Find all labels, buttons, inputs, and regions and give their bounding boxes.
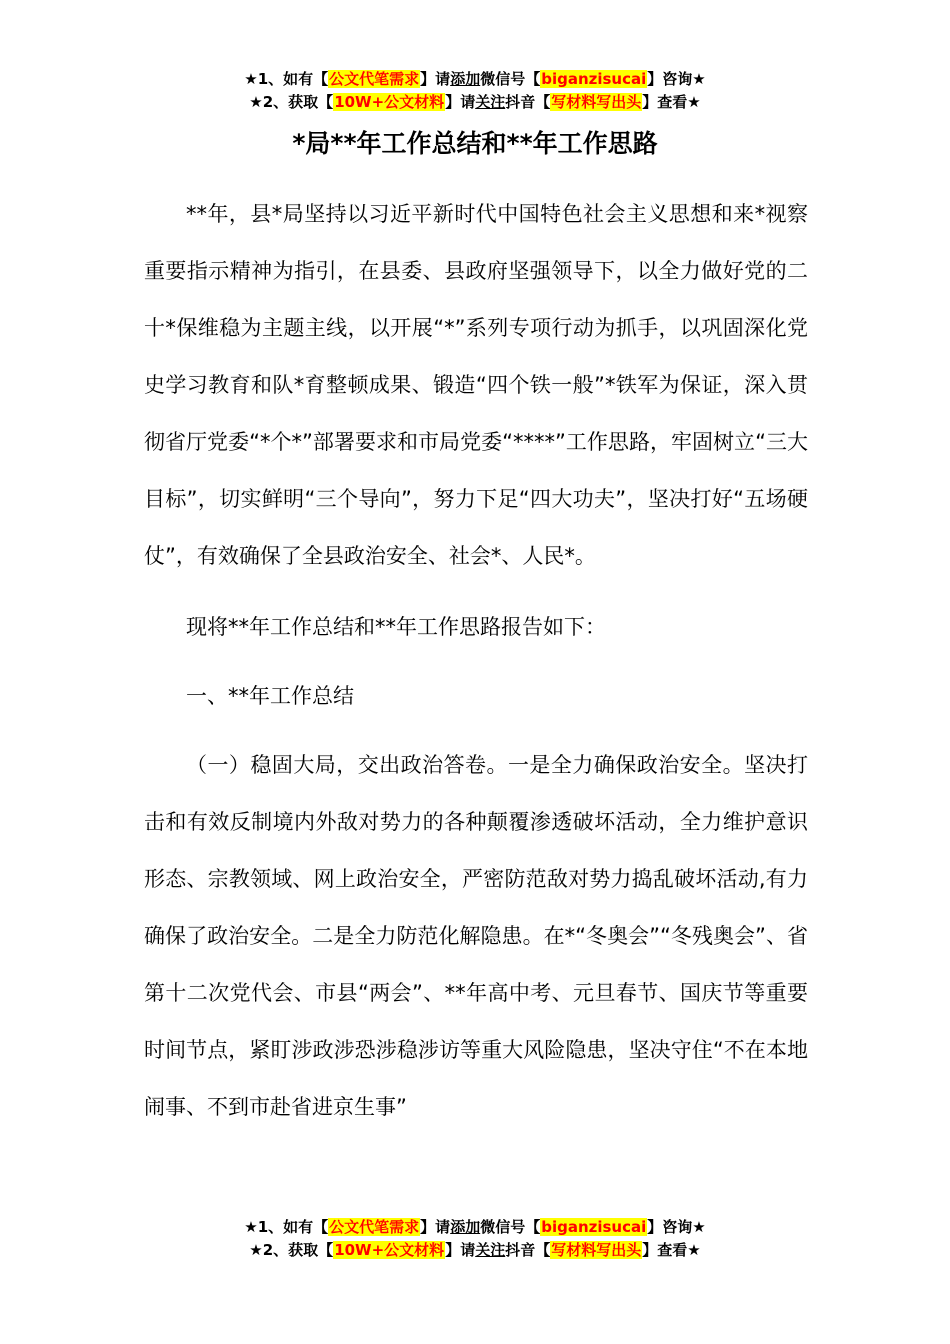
paragraph-report-lead: 现将**年工作总结和**年工作思路报告如下：	[186, 615, 606, 639]
promo-line-2: ★2、获取【10W+公文材料】请关注抖音【写材料写出头】查看★	[249, 93, 701, 111]
promo-highlight: 10W+公文材料	[334, 1241, 445, 1259]
promo-line-1: ★1、如有【公文代笔需求】请添加微信号【biganzisucai】咨询★	[244, 70, 706, 88]
promo-line-1: ★1、如有【公文代笔需求】请添加微信号【biganzisucai】咨询★	[244, 1218, 706, 1236]
promo-line-2: ★2、获取【10W+公文材料】请关注抖音【写材料写出头】查看★	[249, 1241, 701, 1259]
wechat-id-highlight: biganzisucai	[541, 70, 647, 88]
douyin-id-highlight: 写材料写出头	[551, 1241, 642, 1259]
header-promo-banner	[0, 68, 950, 114]
promo-highlight: 10W+公文材料	[334, 93, 445, 111]
section-heading: 一、**年工作总结	[186, 684, 354, 708]
document-title: *局**年工作总结和**年工作思路	[292, 129, 658, 158]
douyin-id-highlight: 写材料写出头	[551, 93, 642, 111]
promo-highlight: 公文代笔需求	[329, 1218, 420, 1236]
footer-promo-banner	[0, 1216, 950, 1262]
wechat-id-highlight: biganzisucai	[541, 1218, 647, 1236]
paragraph-intro: **年，县*局坚持以习近平新时代中国特色社会主义思想和来*视察重要指示精神为指引，在县委、县政府坚强领导下，以全力做好党的二十*保维稳为主题主线，以开展“*”系列专项行动为抓手，以巩固深化党史学习教育和队*育整顿成果、锻造“四个铁一般”*铁军为保证，深入贯彻省厅党委“*个*”部署要求和市局党委“****”工作思路，牢固树立“三大目标”，切实鲜明“三个导向”，努力下足“四大功夫”，坚决打好“五场硬仗”，有效确保了全县政治安全、社会*、人民*。	[144, 202, 808, 568]
promo-highlight: 公文代笔需求	[329, 70, 420, 88]
paragraph-section-1: （一）稳固大局，交出政治答卷。一是全力确保政治安全。坚决打击和有效反制境内外敌对势力的各种颠覆渗透破坏活动，全力维护意识形态、宗教领域、网上政治安全，严密防范敌对势力捣乱破坏活动,有力确保了政治安全。二是全力防范化解隐患。在*“冬奥会”“冬残奥会”、省第十二次党代会、市县“两会”、**年高中考、元旦春节、国庆节等重要时间节点，紧盯涉政涉恐涉稳涉访等重大风险隐患，坚决守住“不在本地闹事、不到市赴省进京生事”	[144, 753, 808, 1119]
document-body	[144, 186, 808, 1136]
